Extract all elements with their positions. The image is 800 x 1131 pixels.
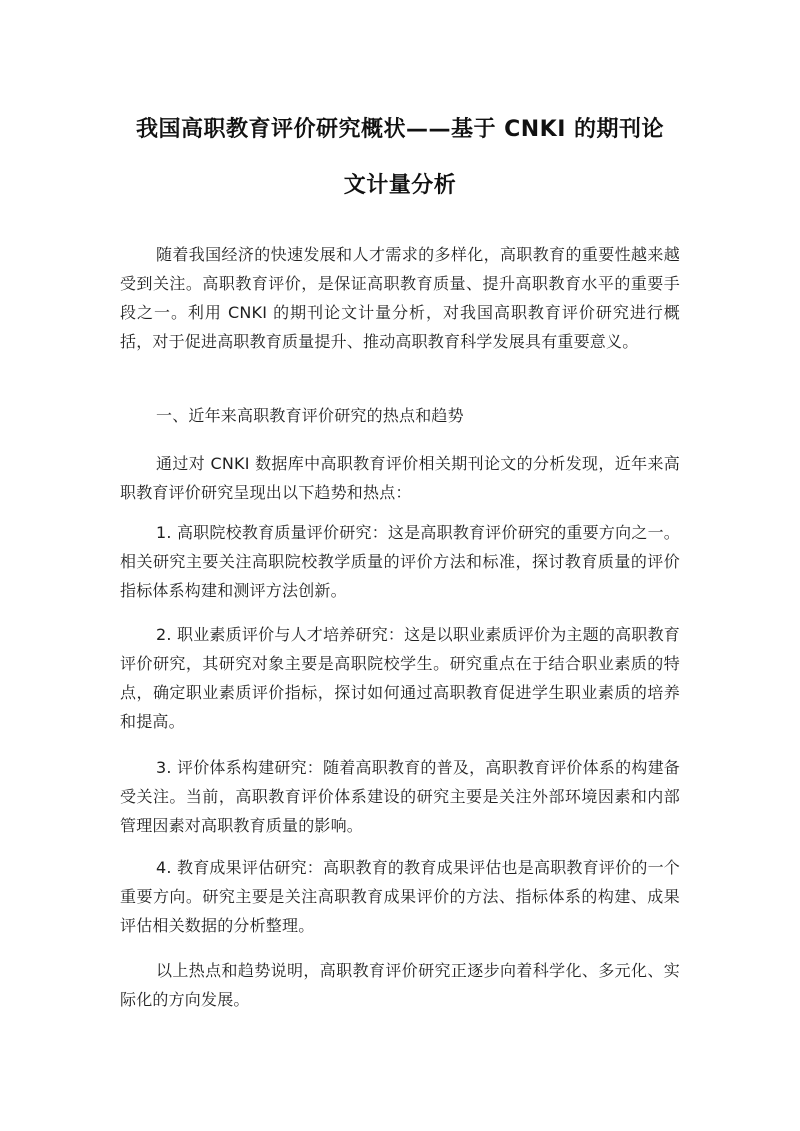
section-heading: 一、近年来高职教育评价研究的热点和趋势 [156, 406, 464, 425]
list-item-3: 3. 评价体系构建研究：随着高职教育的普及，高职教育评价体系的构建备受关注。当前，高职教育评价体系建设的研究主要是关注外部环境因素和内部管理因素对高职教育质量的影响。 [120, 758, 680, 835]
lead-paragraph: 通过对 CNKI 数据库中高职教育评价相关期刊论文的分析发现，近年来高职教育评价研究呈现出以下趋势和热点： [120, 454, 680, 502]
list-item-4: 4. 教育成果评估研究：高职教育的教育成果评估也是高职教育评价的一个重要方向。研究主要是关注高职教育成果评价的方法、指标体系的构建、成果评估相关数据的分析整理。 [120, 858, 680, 935]
document-title-line-2: 文计量分析 [343, 173, 457, 198]
list-item-2: 2. 职业素质评价与人才培养研究：这是以职业素质评价为主题的高职教育评价研究，其研究对象主要是高职院校学生。研究重点在于结合职业素质的特点，确定职业素质评价指标，探讨如何通过高职教育促进学生职业素质的培养和提高。 [120, 625, 680, 731]
list-item-1: 1. 高职院校教育质量评价研究：这是高职教育评价研究的重要方向之一。相关研究主要关注高职院校教学质量的评价方法和标准，探讨教育质量的评价指标体系构建和测评方法创新。 [120, 523, 680, 600]
intro-paragraph: 随着我国经济的快速发展和人才需求的多样化，高职教育的重要性越来越受到关注。高职教育评价，是保证高职教育质量、提升高职教育水平的重要手段之一。利用 CNKI 的期刊论文计量分析，对我国高职教育评价研究进行概括，对于促进高职教育质量提升、推动高职教育科学发展具有重要意义。 [120, 245, 680, 351]
document-title-line-1: 我国高职教育评价研究概状——基于 CNKI 的期刊论 [135, 117, 665, 142]
conclusion-paragraph: 以上热点和趋势说明，高职教育评价研究正逐步向着科学化、多元化、实际化的方向发展。 [120, 961, 680, 1009]
